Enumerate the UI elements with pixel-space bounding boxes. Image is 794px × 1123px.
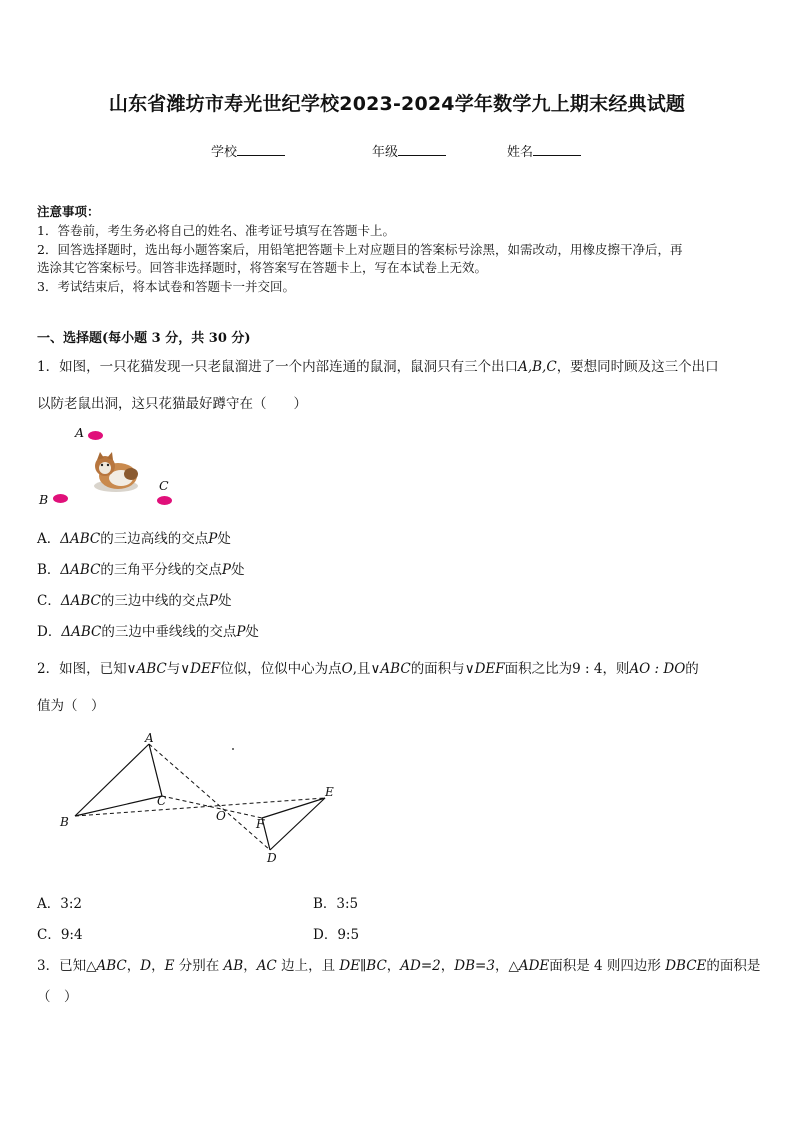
q1-option-c[interactable]: C．ΔABC的三边中线的交点P处 [37, 593, 232, 609]
grade-label: 年级 [372, 145, 399, 160]
exit-b-dot [53, 494, 68, 503]
notes-heading: 注意事项： [37, 204, 100, 219]
note-item: 选涂其它答案标号。回答非选择题时，将答案写在答题卡上，写在本试卷上无效。 [37, 260, 488, 276]
label-a: A [145, 731, 154, 745]
q2-option-d[interactable]: D．9:5 [313, 927, 360, 943]
question-2-line1: 2．如图，已知∨ABC与∨DEF位似，位似中心为点O,且∨ABC的面积与∨DEF面积之比为9 : 4，则AO : DO的 [37, 661, 699, 677]
q1-option-d[interactable]: D．ΔABC的三边中垂线线的交点P处 [37, 624, 259, 640]
name-label: 姓名 [507, 145, 534, 160]
exit-a-dot [88, 431, 103, 440]
grade-blank [398, 143, 446, 156]
cat-photo-icon [91, 452, 141, 494]
q1-exits: A,B,C [518, 359, 557, 375]
q2-figure [50, 728, 350, 868]
note-item: 3．考试结束后，将本试卷和答题卡一并交回。 [37, 279, 295, 294]
school-label: 学校 [211, 145, 238, 160]
note-item: 2．回答选择题时，选出每小题答案后，用铅笔把答题卡上对应题目的答案标号涂黑，如需改动，用橡皮擦干净后，再 [37, 241, 683, 257]
q2-option-a[interactable]: A．3:2 [37, 896, 82, 912]
question-1-line2: 以防老鼠出洞，这只花猫最好蹲守在（ ） [37, 396, 307, 412]
label-a: A [75, 425, 85, 440]
question-2-line2: 值为（ ） [37, 698, 105, 714]
label-d: D [267, 851, 277, 865]
q1-text-tail: ，要想同时顾及这三个出口 [556, 359, 719, 375]
question-3-line2: （ ） [37, 989, 78, 1005]
note-item: 1．答卷前，考生务必将自己的姓名、准考证号填写在答题卡上。 [37, 222, 395, 238]
label-c: C [157, 794, 167, 808]
label-e: E [325, 785, 334, 799]
school-blank [237, 143, 285, 156]
label-b: B [39, 492, 49, 507]
question-1-line1 [37, 358, 719, 377]
label-c: C [159, 478, 169, 493]
school-field [211, 141, 285, 160]
notes-block [37, 203, 682, 297]
q1-figure [37, 420, 197, 515]
section-heading: 一、选择题(每小题 3 分，共 30 分) [37, 331, 251, 346]
q1-text: 1．如图，一只花猫发现一只老鼠溜进了一个内部连通的鼠洞，鼠洞只有三个出口 [37, 359, 519, 375]
name-blank [533, 143, 581, 156]
q1-option-b[interactable]: B．ΔABC的三角平分线的交点P处 [37, 562, 245, 578]
label-o: O [216, 809, 226, 823]
grade-field [372, 141, 446, 160]
q2-option-c[interactable]: C．9:4 [37, 927, 83, 943]
page-title: 山东省潍坊市寿光世纪学校2023-2024学年数学九上期末经典试题 [108, 93, 686, 115]
label-b: B [60, 815, 69, 829]
q1-option-a[interactable]: A．ΔABC的三边高线的交点P处 [37, 531, 231, 547]
question-3-line1: 3．已知△ABC，D，E 分别在 AB，AC 边上，且 DE∥BC，AD=2，DB=3，△ADE面积是 4 则四边形 DBCE的面积是 [37, 958, 761, 974]
name-field [507, 141, 581, 160]
q2-option-b[interactable]: B．3:5 [313, 896, 359, 912]
label-f: F [256, 817, 265, 831]
exit-c-dot [157, 496, 172, 505]
